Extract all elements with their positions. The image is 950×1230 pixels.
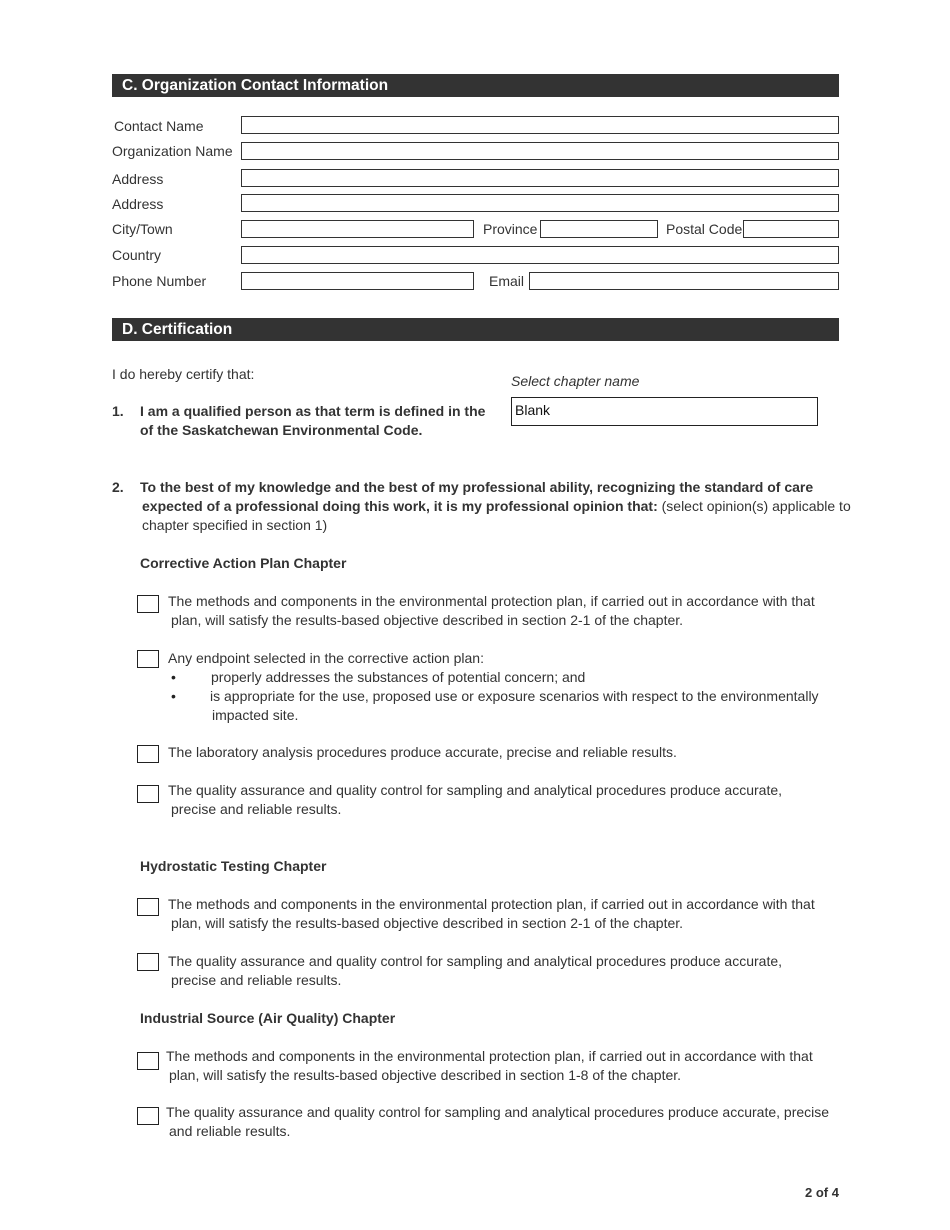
item1-line2: of the Saskatchewan Environmental Code. — [140, 422, 423, 438]
email-label: Email — [489, 273, 525, 289]
country-label: Country — [112, 247, 162, 263]
industrial-opt2-line2: and reliable results. — [169, 1123, 291, 1139]
contact-name-label: Contact Name — [114, 118, 204, 134]
bullet-1: • — [171, 669, 176, 685]
item2-line3: chapter specified in section 1) — [142, 517, 328, 533]
corrective-chapter-title: Corrective Action Plan Chapter — [140, 555, 347, 571]
city-field[interactable] — [241, 220, 474, 238]
email-field[interactable] — [529, 272, 839, 290]
address1-field[interactable] — [241, 169, 839, 187]
item1-line1: I am a qualified person as that term is defined in the — [140, 403, 486, 419]
postal-code-label: Postal Code — [666, 221, 743, 237]
hydrostatic-chapter-title: Hydrostatic Testing Chapter — [140, 858, 327, 874]
industrial-opt1-line2: plan, will satisfy the results-based objective described in section 1-8 of the chapter. — [169, 1067, 682, 1083]
item1-number: 1. — [112, 403, 124, 419]
hydrostatic-opt2-checkbox[interactable] — [137, 953, 159, 971]
item2-line2 — [142, 497, 851, 516]
chapter-select[interactable]: Blank — [511, 397, 818, 426]
corrective-opt1-checkbox[interactable] — [137, 595, 159, 613]
industrial-opt2-checkbox[interactable] — [137, 1107, 159, 1125]
corrective-opt2-bullet1: properly addresses the substances of potential concern; and — [211, 669, 586, 685]
address2-field[interactable] — [241, 194, 839, 212]
section-d-header: D. Certification — [112, 318, 839, 341]
industrial-opt1-checkbox[interactable] — [137, 1052, 159, 1070]
country-field[interactable] — [241, 246, 839, 264]
corrective-opt1-line1: The methods and components in the environmental protection plan, if carried out in accordance with that — [168, 593, 815, 609]
hydrostatic-opt1-line1: The methods and components in the environmental protection plan, if carried out in accordance with that — [168, 896, 815, 912]
industrial-opt1-line1: The methods and components in the environmental protection plan, if carried out in accordance with that — [166, 1048, 813, 1064]
corrective-opt3-line1: The laboratory analysis procedures produce accurate, precise and reliable results. — [168, 744, 677, 760]
organization-name-label: Organization Name — [112, 143, 233, 159]
phone-field[interactable] — [241, 272, 474, 290]
hydrostatic-opt1-line2: plan, will satisfy the results-based objective described in section 2-1 of the chapter. — [171, 915, 684, 931]
city-label: City/Town — [112, 221, 173, 237]
corrective-opt3-checkbox[interactable] — [137, 745, 159, 763]
hydrostatic-opt2-line1: The quality assurance and quality control for sampling and analytical procedures produce accurate, — [168, 953, 783, 969]
corrective-opt4-line1: The quality assurance and quality control for sampling and analytical procedures produce accurate, — [168, 782, 783, 798]
certify-intro: I do hereby certify that: — [112, 366, 255, 382]
corrective-opt4-checkbox[interactable] — [137, 785, 159, 803]
item2-line2-normal: (select opinion(s) applicable to — [657, 498, 851, 514]
corrective-opt2-checkbox[interactable] — [137, 650, 159, 668]
bullet-2: • — [171, 688, 176, 704]
hydrostatic-opt1-checkbox[interactable] — [137, 898, 159, 916]
corrective-opt2-bullet2-line1: is appropriate for the use, proposed use or exposure scenarios with respect to the environmentally — [210, 688, 819, 704]
item2-number: 2. — [112, 479, 124, 495]
section-c-header: C. Organization Contact Information — [112, 74, 839, 97]
address1-label: Address — [112, 171, 164, 187]
corrective-opt1-line2: plan, will satisfy the results-based objective described in section 2-1 of the chapter. — [171, 612, 684, 628]
address2-label: Address — [112, 196, 164, 212]
postal-code-field[interactable] — [743, 220, 839, 238]
contact-name-field[interactable] — [241, 116, 839, 134]
corrective-opt4-line2: precise and reliable results. — [171, 801, 342, 817]
industrial-chapter-title: Industrial Source (Air Quality) Chapter — [140, 1010, 396, 1026]
phone-label: Phone Number — [112, 273, 207, 289]
item2-line1: To the best of my knowledge and the best of my professional ability, recognizing the standard of care — [140, 479, 814, 495]
select-chapter-label: Select chapter name — [511, 373, 640, 389]
province-label: Province — [483, 221, 538, 237]
organization-name-field[interactable] — [241, 142, 839, 160]
corrective-opt2-bullet2-line2: impacted site. — [212, 707, 299, 723]
corrective-opt2-line1: Any endpoint selected in the corrective action plan: — [168, 650, 484, 666]
page-number: 2 of 4 — [805, 1185, 839, 1200]
industrial-opt2-line1: The quality assurance and quality control for sampling and analytical procedures produce accurate, precise — [166, 1104, 830, 1120]
hydrostatic-opt2-line2: precise and reliable results. — [171, 972, 342, 988]
province-field[interactable] — [540, 220, 658, 238]
item2-line2-bold: expected of a professional doing this work, it is my professional opinion that: — [142, 498, 658, 514]
